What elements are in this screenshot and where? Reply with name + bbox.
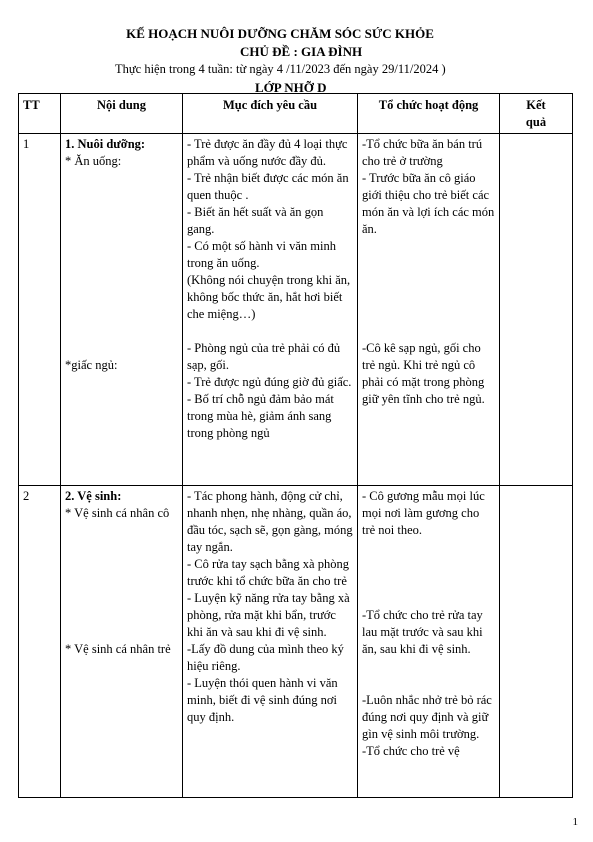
document-title: KẾ HOẠCH NUÔI DƯỠNG CHĂM SÓC SỨC KHỎE	[126, 26, 434, 41]
goals-cell: - Trẻ được ăn đầy đủ 4 loại thực phẩm và uống nước đầy đủ. - Trẻ nhận biết được các món ăn quen thuộc . - Biết ăn hết suất và ăn gọn gang. - Có một số hành vi văn minh trong ăn uống. (Không nói chuyện trong khi ăn, không bốc thức ăn, hắt hơi biết che miệng…) - Phòng ngủ của trẻ phải có đủ sạp, gối. - Trẻ được ngủ đúng giờ đủ giấc. - Bố trí chỗ ngủ đảm bảo mát trong mùa hè, giảm ánh sang trong phòng ngủ	[183, 134, 358, 486]
content-cell	[61, 486, 183, 798]
col-header-goals: Mục đích yêu cầu	[183, 94, 358, 134]
content-text: * Ăn uống: *giấc ngủ:	[65, 154, 122, 372]
page-number: 1	[572, 816, 578, 828]
activities-cell: - Cô gương mẫu mọi lúc mọi nơi làm gương cho trẻ noi theo. -Tổ chức cho trẻ rửa tay lau mặt trước và sau khi ăn, sau khi đi vệ sinh. -Luôn nhắc nhở trẻ bỏ rác đúng nơi quy định và giữ gìn vệ sinh môi trường. -Tổ chức cho trẻ vệ	[358, 486, 500, 798]
section-title: 2. Vệ sinh:	[65, 489, 122, 503]
col-header-result: Kết quả	[500, 94, 573, 134]
topic-title: CHỦ ĐỀ : GIA ĐÌNH	[240, 44, 363, 59]
table-header-row	[19, 94, 573, 134]
activities-cell: -Tổ chức bữa ăn bán trú cho trẻ ở trường - Trước bữa ăn cô giáo giới thiệu cho trẻ biết các món ăn và lợi ích các món ăn. -Cô kê sạp ngủ, gối cho trẻ ngủ. Khi trẻ ngủ cô phải có mặt trong phòng giữ yên tĩnh cho trẻ ngủ.	[358, 134, 500, 486]
result-cell	[500, 486, 573, 798]
goals-cell: - Tác phong hành, động cử chỉ, nhanh nhẹn, nhẹ nhàng, quần áo, đầu tóc, sạch sẽ, gọn gàng, móng tay ngắn. - Cô rửa tay sạch bằng xà phòng trước khi tổ chức bữa ăn cho trẻ - Luyện kỹ năng rửa tay bằng xà phòng, rửa mặt khi bẩn, trước khi ăn và sau khi đi vệ sinh. -Lấy đồ dung của mình theo ký hiệu riêng. - Luyện thói quen hành vi văn minh, biết đi vệ sinh đúng nơi quy định.	[183, 486, 358, 798]
row-number: 2	[19, 486, 61, 798]
col-header-tt: TT	[19, 94, 61, 134]
col-header-content: Nội dung	[61, 94, 183, 134]
result-cell	[500, 134, 573, 486]
table-row	[19, 134, 573, 486]
period-line: Thực hiện trong 4 tuần: từ ngày 4 /11/2023 đến ngày 29/11/2024 )	[115, 62, 446, 76]
table-row	[19, 486, 573, 798]
plan-table	[18, 93, 573, 798]
class-title: LỚP NHỠ D	[255, 80, 327, 95]
row-number: 1	[19, 134, 61, 486]
section-title: 1. Nuôi dưỡng:	[65, 137, 146, 151]
content-cell	[61, 134, 183, 486]
col-header-activities: Tổ chức hoạt động	[358, 94, 500, 134]
content-text: * Vệ sinh cá nhân cô * Vệ sinh cá nhân trẻ	[65, 506, 171, 656]
